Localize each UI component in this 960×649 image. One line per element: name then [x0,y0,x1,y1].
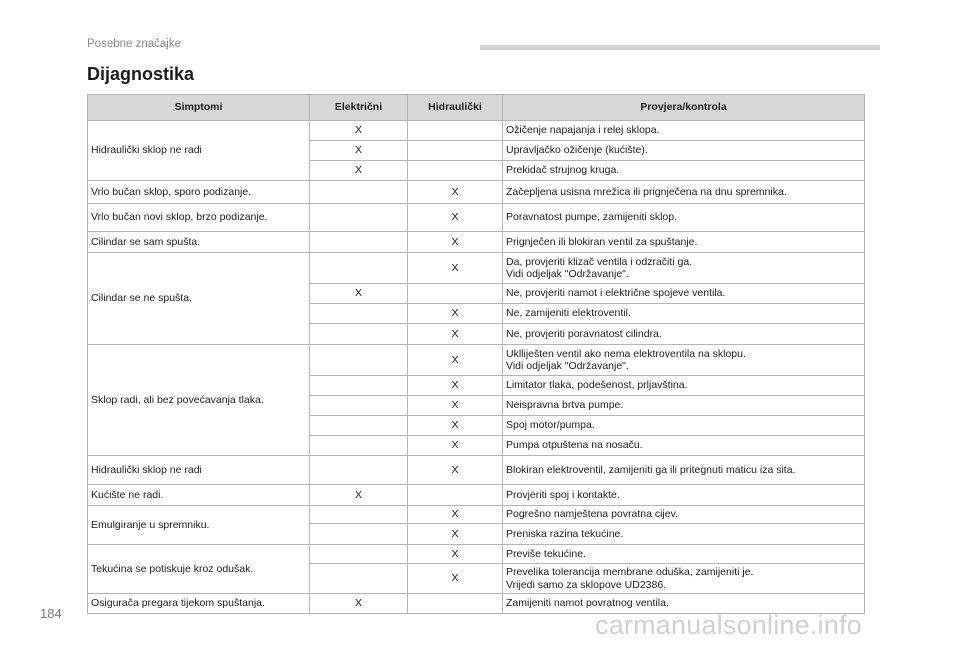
check-cell [503,436,865,456]
symptom-cell: Sklop radi, ali bez povećavanja tlaka. [88,345,310,456]
symptom-cell: Cilindar se sam spušta. [88,232,310,253]
hydraulic-cell: X [408,396,503,416]
hydraulic-cell [408,161,503,181]
check-cell [503,141,865,161]
table-row [88,485,865,506]
hydraulic-cell: X [408,232,503,253]
check-text: Limitator tlaka, podešenost, prljavština. [506,379,688,392]
table-row [88,456,865,485]
electrical-cell [310,253,408,284]
check-text: Pumpa otpuštena na nosaču. [506,439,643,452]
table-row [88,204,865,232]
column-header-check: Provjera/kontrola [503,95,865,121]
check-text: Neispravna brtva pumpe. [506,399,624,412]
column-header-hydraulic: Hidraulički [408,95,503,121]
check-text: Prekidač strujnog kruga. [506,164,620,177]
check-text: Zamijeniti namot povratnog ventila. [506,597,669,610]
check-text: Uklliješten ventil ako nema elektroventila na sklopu. [506,347,746,360]
page-title: Dijagnostika [87,64,195,84]
check-text: Ne, provjeriti namot i električne spojeve ventila. [506,287,726,300]
electrical-cell: X [310,121,408,141]
check-cell [503,376,865,396]
hydraulic-cell: X [408,456,503,485]
hydraulic-cell: X [408,545,503,564]
check-cell [503,324,865,345]
electrical-cell [310,232,408,253]
check-text: Previše tekućine. [506,547,586,560]
electrical-cell: X [310,141,408,161]
check-text: Ožičenje napajanja i relej sklopa. [506,124,660,137]
hydraulic-cell: X [408,181,503,204]
check-cell [503,161,865,181]
check-cell [503,506,865,524]
symptom-cell: Osigurača pregara tijekom spuštanja. [88,594,310,614]
symptom-cell: Tekućina se potiskuje kroz odušak. [88,545,310,594]
check-cell [503,284,865,304]
check-text: Vrijedi samo za sklopove UD2386. [506,578,667,591]
check-cell [503,253,865,284]
electrical-cell: X [310,284,408,304]
electrical-cell [310,545,408,564]
electrical-cell [310,564,408,594]
check-text: Blokiran elektroventil, zamijeniti ga ili pritegnuti maticu iza sita. [506,463,796,476]
check-cell [503,396,865,416]
check-text: Preniska razina tekućine. [506,527,624,540]
check-text: Ne, provjeriti poravnatost cilindra. [506,327,662,340]
check-text: Prignječen ili blokiran ventil za spuštanje. [506,235,698,248]
check-cell [503,181,865,204]
hydraulic-cell [408,485,503,506]
check-text: Vidi odjeljak "Održavanje". [506,268,629,280]
symptom-cell: Hidraulički sklop ne radi [88,456,310,485]
table-row [88,545,865,564]
check-cell [503,304,865,324]
check-text: Ne, zamijeniti elektroventil. [506,307,631,320]
table-row [88,181,865,204]
electrical-cell [310,204,408,232]
hydraulic-cell: X [408,524,503,545]
electrical-cell: X [310,594,408,614]
hydraulic-cell: X [408,345,503,376]
check-cell [503,204,865,232]
electrical-cell [310,416,408,436]
column-header-electrical: Električni [310,95,408,121]
hydraulic-cell: X [408,436,503,456]
electrical-cell [310,345,408,376]
electrical-cell [310,396,408,416]
hydraulic-cell: X [408,506,503,524]
check-text: Spoj motor/pumpa. [506,419,595,432]
hydraulic-cell: X [408,204,503,232]
table-header-row [88,95,865,121]
check-cell [503,524,865,545]
electrical-cell [310,181,408,204]
diagnostics-table [87,94,865,614]
electrical-cell [310,324,408,345]
table-row [88,506,865,524]
table-row [88,121,865,141]
check-text: Da, provjeriti klizač ventila i odzračiti ga. [506,255,693,268]
symptom-cell: Kućište ne radi. [88,485,310,506]
electrical-cell: X [310,485,408,506]
hydraulic-cell: X [408,376,503,396]
hydraulic-cell [408,284,503,304]
check-text: Upravljačko ožičenje (kućište). [506,144,648,157]
check-cell [503,456,865,485]
check-cell [503,485,865,506]
hydraulic-cell [408,594,503,614]
symptom-cell: Vrlo bučan novi sklop, brzo podizanje. [88,204,310,232]
table-row [88,253,865,284]
check-cell [503,564,865,594]
check-text: Provjeriti spoj i kontakte. [506,488,620,501]
hydraulic-cell: X [408,416,503,436]
electrical-cell [310,456,408,485]
electrical-cell [310,304,408,324]
electrical-cell [310,436,408,456]
check-cell [503,345,865,376]
table-body [88,121,865,614]
check-cell [503,121,865,141]
hydraulic-cell: X [408,304,503,324]
electrical-cell [310,506,408,524]
symptom-cell: Cilindar se ne spušta. [88,253,310,345]
page-number: 184 [40,606,62,621]
symptom-cell: Vrlo bučan sklop, sporo podizanje. [88,181,310,204]
electrical-cell [310,376,408,396]
hydraulic-cell [408,141,503,161]
hydraulic-cell: X [408,324,503,345]
symptom-cell: Emulgiranje u spremniku. [88,506,310,545]
electrical-cell [310,524,408,545]
symptom-cell: Hidraulički sklop ne radi [88,121,310,181]
table-row [88,345,865,376]
hydraulic-cell [408,121,503,141]
check-text: Prevelika tolerancija membrane oduška, zamijeniti je. [506,566,754,578]
hydraulic-cell: X [408,253,503,284]
table-row [88,232,865,253]
check-text: Pogrešno namještena povratna cijev. [506,508,678,521]
section-header: Posebne značajke [87,38,181,50]
check-cell [503,545,865,564]
check-text: Začepljena usisna mrežica ili prignječena na dnu spremnika. [506,185,787,198]
check-cell [503,416,865,436]
check-cell [503,232,865,253]
column-header-symptoms: Simptomi [88,95,310,121]
electrical-cell: X [310,161,408,181]
header-rule [480,45,880,50]
check-text: Poravnatost pumpe, zamijeniti sklop. [506,211,677,224]
check-text: Vidi odjeljak "Održavanje". [506,360,629,372]
hydraulic-cell: X [408,564,503,594]
watermark: carmanualsonline.info [595,610,862,640]
